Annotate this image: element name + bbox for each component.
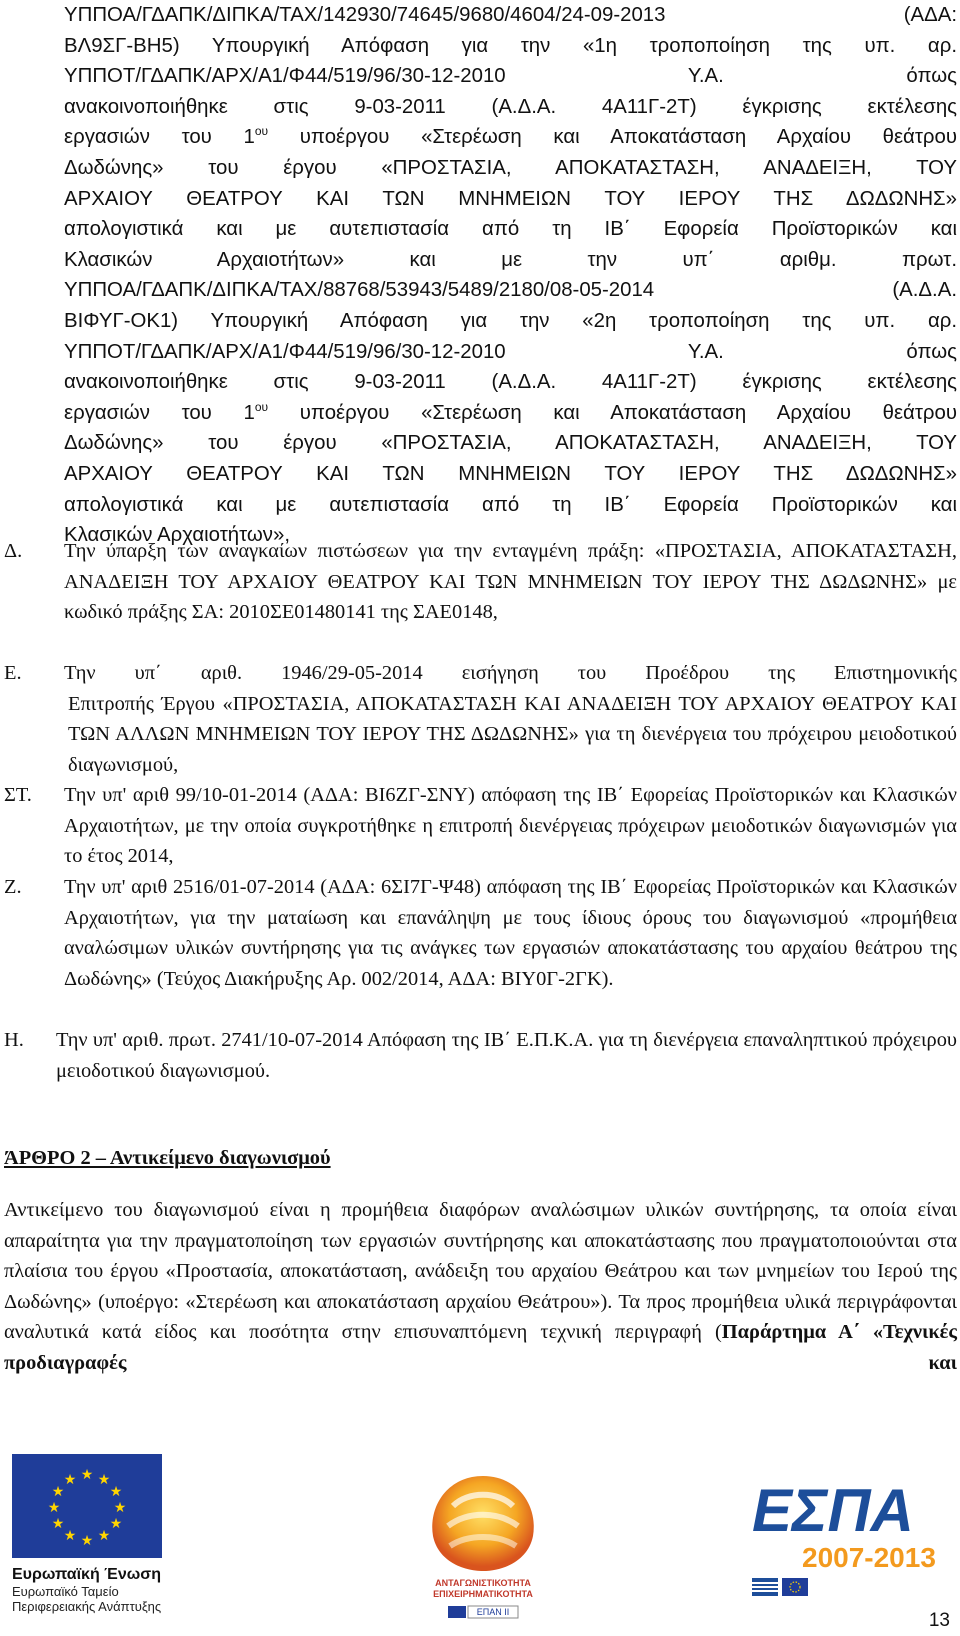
item-letter: Η. bbox=[4, 1029, 24, 1051]
line-1 bbox=[64, 0, 957, 31]
article-bold-tail: Παράρτημα Α΄ «Τεχνικές προδιαγραφές και bbox=[4, 1321, 957, 1374]
item-text: Την υπ' αριθ 99/10-01-2014 (ΑΔΑ: ΒΙ6ΖΓ-ΣΝΥ) απόφαση της ΙΒ΄ Εφορείας Προϊστορικών και Κλασικών Αρχαιοτήτων, με την οποία συγκροτήθηκε η επιτροπή διενέργειας πρόχειρων μειοδοτικών διαγωνισμών για το έτος 2014, bbox=[64, 784, 957, 868]
list-item-z bbox=[4, 872, 957, 994]
line-14-sup: ου bbox=[254, 399, 269, 414]
line-7: ΑΡΧΑΙΟΥ ΘΕΑΤΡΟΥ ΚΑΙ ΤΩΝ ΜΝΗΜΕΙΩΝ ΤΟΥ ΙΕΡΟΥ ΤΗΣ ΔΩΔΩΝΗΣ» bbox=[64, 187, 957, 210]
line-2: ΒΛ9ΣΓ-ΒΗ5) Υπουργική Απόφαση για την «1η τροποποίηση της υπ. αρ. bbox=[64, 34, 957, 57]
line-5-pre: εργασιών του 1 bbox=[64, 126, 255, 149]
article-heading: ΆΡΘΡΟ 2 – Αντικείμενο διαγωνισμού bbox=[4, 1147, 331, 1169]
list-item-e bbox=[4, 658, 957, 780]
svg-text:★: ★ bbox=[109, 1484, 123, 1500]
ada-label: (ΑΔΑ: bbox=[903, 4, 957, 26]
list-item-st bbox=[4, 780, 957, 872]
decision-code: ΥΠΠΟΑ/ΓΔΑΠΚ/ΔΙΠΚΑ/ΤΑΧ/142930/74645/9680/4604/24-09-2013 bbox=[64, 4, 666, 26]
svg-text:★: ★ bbox=[80, 1533, 94, 1549]
item-text bbox=[64, 658, 957, 780]
line-16: ΑΡΧΑΙΟΥ ΘΕΑΤΡΟΥ ΚΑΙ ΤΩΝ ΜΝΗΜΕΙΩΝ ΤΟΥ ΙΕΡΟΥ ΤΗΣ ΔΩΔΩΝΗΣ» bbox=[64, 462, 957, 485]
footer-logos bbox=[0, 1440, 960, 1636]
competitiveness-line-1: ΑΝΤΑΓΩΝΙΣΤΙΚΟΤΗΤΑ bbox=[435, 1578, 531, 1588]
svg-text:★: ★ bbox=[47, 1500, 61, 1516]
eu-logo bbox=[12, 1454, 162, 1614]
competitiveness-text bbox=[408, 1578, 558, 1600]
line-4: ανακοινοποιήθηκε στις 9-03-2011 (Α.Δ.Α. 4Α11Γ-2Τ) έγκρισης εκτέλεσης bbox=[64, 95, 957, 118]
line-18: Κλασικών Αρχαιοτήτων», bbox=[64, 524, 290, 547]
item-text: Την υπ' αριθ 2516/01-07-2014 (ΑΔΑ: 6ΣΙ7Γ-Ψ48) απόφαση της ΙΒ΄ Εφορείας Προϊστορικών και Κλασικών Αρχαιοτήτων, για την ματαίωση και επανάληψη με τους ίδιους όρους του διαγωνισμού «προμήθεια αναλώσιμων υλικών συντήρησης για τις ανάγκες των εργασιών αποκατάστασης του αρχαίου θεάτρου της Δωδώνης» (Τεύχος Διακήρυξης Αρ. 002/2014, ΑΔΑ: ΒΙΥ0Γ-2ΓΚ). bbox=[64, 876, 957, 990]
svg-text:★: ★ bbox=[97, 1528, 111, 1544]
flags-icon bbox=[752, 1578, 812, 1600]
line-14-post: υποέργου «Στερέωση και Αποκατάσταση Αρχαίου θεάτρου bbox=[268, 401, 957, 424]
line-15: Δωδώνης» του έργου «ΠΡΟΣΤΑΣΙΑ, ΑΠΟΚΑΤΑΣΤΑΣΗ, ΑΝΑΔΕΙΞΗ, ΤΟΥ bbox=[64, 432, 957, 455]
svg-text:★: ★ bbox=[63, 1472, 77, 1488]
eu-subtitle-2: Περιφερειακής Ανάπτυξης bbox=[12, 1599, 162, 1614]
item-letter: Δ. bbox=[4, 540, 23, 562]
article-paragraph bbox=[4, 1195, 957, 1379]
svg-text:★: ★ bbox=[51, 1484, 65, 1500]
espa-logo bbox=[752, 1477, 940, 1620]
line-11: ΒΙΦΥΓ-ΟΚ1) Υπουργική Απόφαση για την «2η τροποποίηση της υπ. αρ. bbox=[64, 309, 957, 332]
line-14 bbox=[64, 398, 957, 429]
competitiveness-badge: ΕΠΑΝ ΙΙ bbox=[476, 1607, 510, 1617]
line-14-pre: εργασιών του 1 bbox=[64, 401, 255, 424]
svg-text:★: ★ bbox=[80, 1467, 94, 1483]
page-number: 13 bbox=[928, 1610, 950, 1631]
line-5 bbox=[64, 122, 957, 153]
svg-text:★: ★ bbox=[63, 1528, 77, 1544]
line-10: ΥΠΠΟΑ/ΓΔΑΠΚ/ΔΙΠΚΑ/ΤΑΧ/88768/53943/5489/2180/08-05-2014 (Α.Δ.Α. bbox=[64, 279, 957, 302]
line-5-sup: ου bbox=[254, 124, 269, 139]
item-text-first-line: Την υπ΄ αριθ. 1946/29-05-2014 εισήγηση του Προέδρου της Επιστημονικής bbox=[64, 662, 957, 684]
item-letter: Ζ. bbox=[4, 876, 22, 898]
item-text-rest: Επιτροπής Έργου «ΠΡΟΣΤΑΣΙΑ, ΑΠΟΚΑΤΑΣΤΑΣΗ ΚΑΙ ΑΝΑΔΕΙΞΗ ΤΟΥ ΑΡΧΑΙΟΥ ΘΕΑΤΡΟΥ ΚΑΙ ΤΩΝ ΑΛΛΩΝ ΜΝΗΜΕΙΩΝ ΤΟΥ ΙΕΡΟΥ ΤΗΣ ΔΩΔΩΝΗΣ» για τη διενέργεια του πρόχειρου μειοδοτικού διαγωνισμού, bbox=[68, 692, 957, 776]
line-17: απολογιστικά και με αυτεπιστασία από τη ΙΒ΄ Εφορεία Προϊστορικών και bbox=[64, 493, 957, 516]
list-item-h bbox=[4, 1025, 957, 1086]
competitiveness-logo bbox=[408, 1466, 558, 1626]
line-8: απολογιστικά και με αυτεπιστασία από τη ΙΒ΄ Εφορεία Προϊστορικών και bbox=[64, 218, 957, 241]
article-text: Αντικείμενο του διαγωνισμού είναι η προμήθεια διαφόρων αναλώσιμων υλικών συντήρησης, τα οποία είναι απαραίτητα για την πραγματοποίηση των εργασιών συντήρησης και αποκατάστασης που πραγματοποιούνται στα πλαίσια του έργου «Προστασία, αποκατάσταση, ανάδειξη του αρχαίου Θεάτρου και των μνημείων του Ιερού της Δωδώνης» (υποέργο: «Στερέωση και αποκατάσταση αρχαίου Θεάτρου»). Τα προς προμήθεια υλικά περιγράφονται αναλυτικά κατά είδος και ποσότητα στην επισυναπτόμενη τεχνική περιγραφή ( bbox=[4, 1199, 957, 1344]
item-letter: Ε. bbox=[4, 662, 22, 684]
eu-title: Ευρωπαϊκή Ένωση bbox=[12, 1566, 161, 1583]
svg-text:★: ★ bbox=[51, 1516, 65, 1532]
competitiveness-emblem-icon bbox=[408, 1466, 558, 1626]
list-item-d bbox=[4, 536, 957, 628]
svg-text:★: ★ bbox=[97, 1472, 111, 1488]
line-12: ΥΠΠΟΤ/ΓΔΑΠΚ/ΑΡΧ/Α1/Φ44/519/96/30-12-2010 Υ.Α. όπως bbox=[64, 340, 957, 363]
line-9: Κλασικών Αρχαιοτήτων» και με την υπ΄ αριθμ. πρωτ. bbox=[64, 248, 957, 271]
line-3: ΥΠΠΟΤ/ΓΔΑΠΚ/ΑΡΧ/Α1/Φ44/519/96/30-12-2010 Υ.Α. όπως bbox=[64, 65, 957, 88]
competitiveness-line-2: ΕΠΙΧΕΙΡΗΜΑΤΙΚΟΤΗΤΑ bbox=[433, 1589, 533, 1599]
eu-subtitle-1: Ευρωπαϊκό Ταμείο bbox=[12, 1584, 119, 1599]
svg-text:★: ★ bbox=[113, 1500, 127, 1516]
espa-years: 2007-2013 bbox=[802, 1542, 936, 1573]
item-letter: ΣΤ. bbox=[4, 784, 32, 806]
line-5-post: υποέργου «Στερέωση και Αποκατάσταση Αρχαίου θεάτρου bbox=[268, 126, 957, 149]
item-text: Την ύπαρξη των αναγκαίων πιστώσεων για την ενταγμένη πράξη: «ΠΡΟΣΤΑΣΙΑ, ΑΠΟΚΑΤΑΣΤΑΣΗ, ΑΝΑΔΕΙΞΗ ΤΟΥ ΑΡΧΑΙΟΥ ΘΕΑΤΡΟΥ ΚΑΙ ΤΩΝ ΜΝΗΜΕΙΩΝ ΤΟΥ ΙΕΡΟΥ ΤΗΣ ΔΩΔΩΝΗΣ» με κωδικό πράξης ΣΑ: 2010ΣΕ01480141 της ΣΑΕ0148, bbox=[64, 540, 957, 624]
eu-stars-icon bbox=[12, 1454, 162, 1558]
svg-text:★: ★ bbox=[109, 1516, 123, 1532]
item-text: Την υπ' αριθ. πρωτ. 2741/10-07-2014 Απόφαση της ΙΒ΄ Ε.Π.Κ.Α. για τη διενέργεια επαναληπτικού πρόχειρου μειοδοτικού διαγωνισμού. bbox=[56, 1029, 957, 1082]
line-6: Δωδώνης» του έργου «ΠΡΟΣΤΑΣΙΑ, ΑΠΟΚΑΤΑΣΤΑΣΗ, ΑΝΑΔΕΙΞΗ, ΤΟΥ bbox=[64, 156, 957, 179]
line-13: ανακοινοποιήθηκε στις 9-03-2011 (Α.Δ.Α. 4Α11Γ-2Τ) έγκρισης εκτέλεσης bbox=[64, 371, 957, 394]
espa-title: ΕΣΠΑ bbox=[752, 1477, 914, 1544]
top-paragraph bbox=[64, 0, 957, 551]
eu-flag-icon bbox=[12, 1454, 162, 1558]
